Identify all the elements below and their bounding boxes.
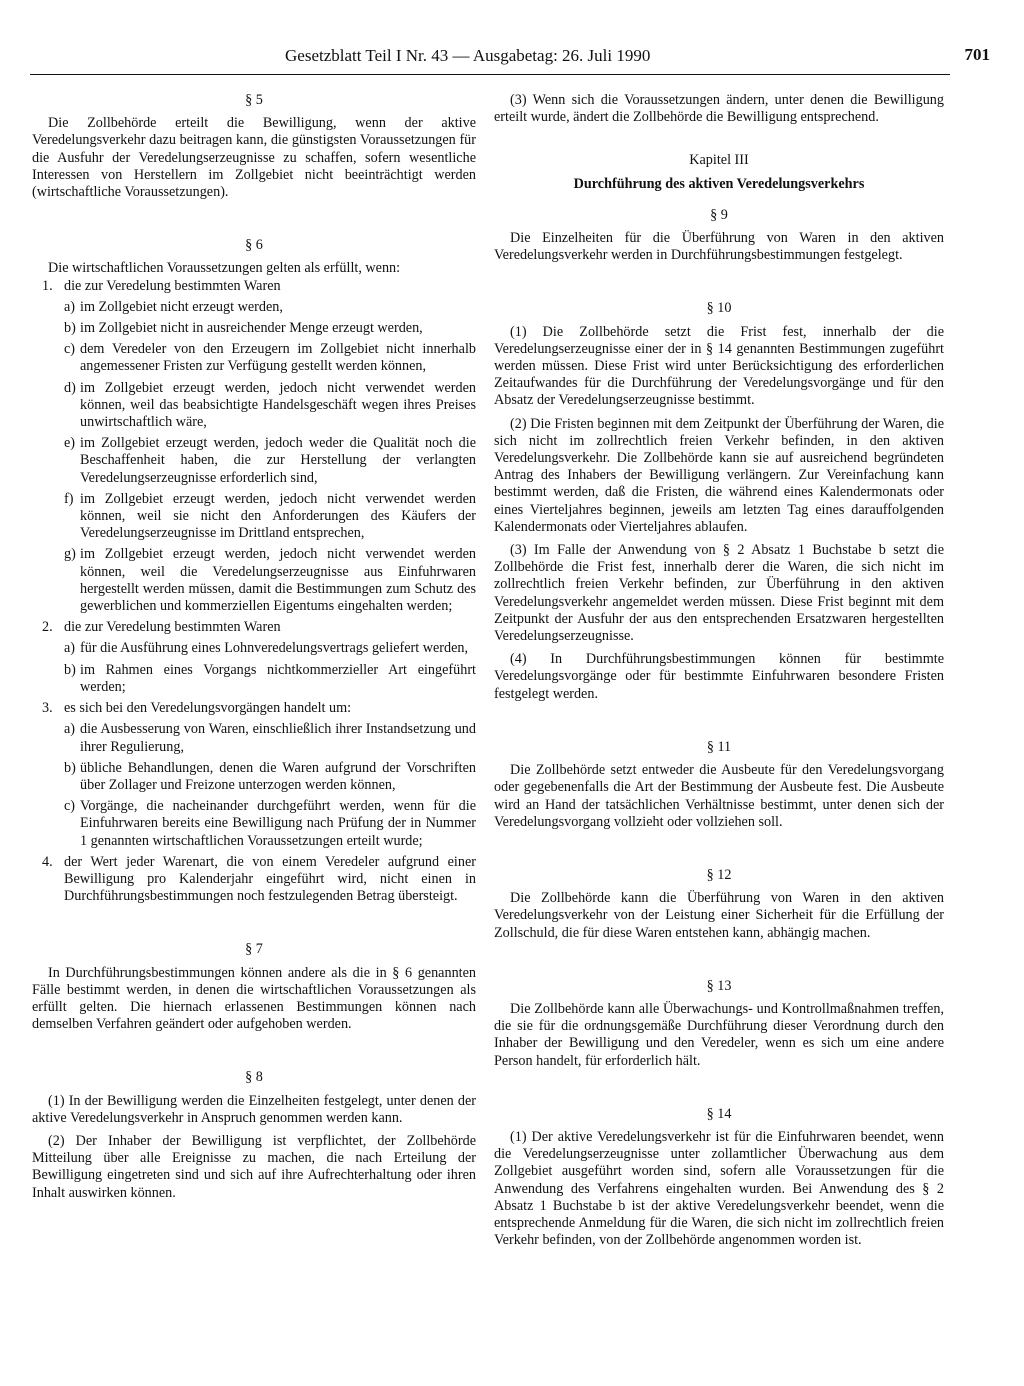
section-8-paragraph-1: (1) In der Bewilligung werden die Einzelheiten festgelegt, unter denen der aktive Veredelungsverkehr in Anspruch genommen werden kann. bbox=[32, 1092, 476, 1126]
sub-item: d) im Zollgebiet erzeugt werden, jedoch nicht verwendet werden können, weil das beabsichtigte Handelsgeschäft wegen ihres Preises unwirtschaftlich wäre, bbox=[64, 379, 476, 431]
section-9-text: Die Einzelheiten für die Überführung von Waren in den aktiven Veredelungsverkehr werden in Durchführungsbestimmungen festgelegt. bbox=[494, 230, 944, 264]
section-10-paragraph-2: (2) Die Fristen beginnen mit dem Zeitpunkt der Überführung der Waren, die sich nicht im zollrechtlich freien Verkehr befinden, in den aktiven Veredelungsverkehr. Die Zollbehörde kann sie auf ausreichend begründeten Antrag des Inhabers der Bewilligung verlängern. Zur Vereinfachung kann bestimmt werden, daß die Fristen, die während eines Kalendermonats oder eines Vierteljahres beginnen, jeweils am letzten Tag eines darauffolgenden Kalendermonats oder Vierteljahres ablaufen. bbox=[494, 415, 944, 535]
left-column bbox=[32, 92, 476, 1202]
section-8-paragraph-3: (3) Wenn sich die Voraussetzungen ändern, unter denen die Bewilligung erteilt wurde, ändert die Zollbehörde die Bewilligung entsprechend. bbox=[494, 92, 944, 126]
page-number: 701 bbox=[964, 45, 990, 64]
section-8-paragraph-2: (2) Der Inhaber der Bewilligung ist verpflichtet, der Zollbehörde Mitteilung über alle Ereignisse zu machen, die nach Erteilung der Bewilligung eingetreten sind und sich auf ihre Aufrechterhaltung oder ihren Inhalt auswirken können. bbox=[32, 1132, 476, 1201]
chapter-label: Kapitel III bbox=[689, 152, 749, 169]
section-heading-8: § 8 bbox=[245, 1069, 263, 1086]
sub-item: e) im Zollgebiet erzeugt werden, jedoch weder die Qualität noch die Beschaffenheit haben, die zur Herstellung der verlangten Veredelungserzeugnisse erforderlich sind, bbox=[64, 435, 476, 486]
section-heading-13: § 13 bbox=[706, 977, 732, 994]
sub-item: a) für die Ausführung eines Lohnveredelungsvertrags geliefert werden, bbox=[64, 640, 469, 657]
list-item: 2. die zur Veredelung bestimmten Waren bbox=[42, 619, 281, 636]
page-header bbox=[30, 42, 990, 70]
section-heading-11: § 11 bbox=[706, 738, 732, 755]
section-5-text: Die Zollbehörde erteilt die Bewilligung, wenn der aktive Veredelungsverkehr dazu beitragen kann, die günstigsten Voraussetzungen für die Ausfuhr der Veredelungserzeugnisse zu schaffen, sofern wesentliche Interessen von Herstellern im Zollgebiet nicht beeinträchtigt werden (wirtschaftliche Voraussetzungen). bbox=[32, 115, 476, 201]
publication-title: Gesetzblatt Teil I Nr. 43 — Ausgabetag: 26. Juli 1990 bbox=[285, 46, 651, 65]
sub-item: b) übliche Behandlungen, denen die Waren aufgrund der Vorschriften über Zollager und Freizone unterzogen werden können, bbox=[64, 759, 476, 793]
section-heading-14: § 14 bbox=[706, 1105, 732, 1122]
sub-item: g) im Zollgebiet erzeugt werden, jedoch nicht verwendet werden können, weil die Veredelungserzeugnisse aus Einfuhrwaren hergestellt werden müssen, damit die Bestimmungen zum Schutz des gewerblichen und kommerziellen Eigentums eingehalten werden; bbox=[64, 546, 476, 615]
chapter-title: Durchführung des aktiven Veredelungsverkehrs bbox=[573, 175, 865, 192]
section-heading-6: § 6 bbox=[245, 237, 263, 254]
right-column bbox=[494, 92, 944, 1249]
section-7-text: In Durchführungsbestimmungen können andere als die in § 6 genannten Fälle bestimmt werden, in denen die wirtschaftlichen Voraussetzungen als erfüllt gelten. Die hiernach erlassenen Bestimmungen können nach demselben Verfahren geändert oder aufgehoben werden. bbox=[32, 964, 476, 1033]
list-item: 1. die zur Veredelung bestimmten Waren bbox=[42, 277, 281, 294]
sub-item: b) im Rahmen eines Vorgangs nichtkommerzieller Art eingeführt werden; bbox=[64, 661, 476, 695]
section-12-text: Die Zollbehörde kann die Überführung von Waren in den aktiven Veredelungsverkehr von der Leistung einer Sicherheit für die Erfüllung der Zollschuld, die für diese Waren entstehen kann, abhängig machen. bbox=[494, 890, 944, 941]
section-heading-9: § 9 bbox=[710, 206, 728, 223]
section-10-paragraph-3: (3) Im Falle der Anwendung von § 2 Absatz 1 Buchstabe b setzt die Zollbehörde die Frist fest, innerhalb derer die Waren, die sich nicht im zollrechtlich freien Verkehr befinden, zur Überführung in den aktiven Veredelungsverkehr angemeldet werden müssen. Diese Frist beginnt mit dem Zeitpunkt der Ausfuhr der aus den entsprechenden Ersatzwaren hergestellten Veredelungserzeugnisse. bbox=[494, 542, 944, 645]
sub-item: a) die Ausbesserung von Waren, einschließlich ihrer Instandsetzung und ihrer Regulierung, bbox=[64, 721, 476, 755]
section-10-paragraph-4: (4) In Durchführungsbestimmungen können für bestimmte Veredelungsvorgänge oder für bestimmte Einfuhrwaren besondere Fristen festgelegt werden. bbox=[494, 651, 944, 702]
sub-item: b) im Zollgebiet nicht in ausreichender Menge erzeugt werden, bbox=[64, 320, 423, 337]
list-item: 4. der Wert jeder Warenart, die von einem Veredeler aufgrund einer Bewilligung pro Kalenderjahr eingeführt wird, nicht einen in Durchführungsbestimmungen noch festzulegenden Betrag übersteigt. bbox=[42, 853, 476, 905]
section-heading-10: § 10 bbox=[706, 300, 732, 317]
sub-item: c) Vorgänge, die nacheinander durchgeführt werden, wenn für die Einfuhrwaren bereits eine Bewilligung nach Prüfung der in Nummer 1 genannten wirtschaftlichen Voraussetzungen erteilt wurde; bbox=[64, 798, 476, 849]
sub-item: c) dem Veredeler von den Erzeugern im Zollgebiet nicht innerhalb angemessener Fristen zur Verfügung gestellt werden können, bbox=[64, 341, 476, 375]
section-13-text: Die Zollbehörde kann alle Überwachungs- und Kontrollmaßnahmen treffen, die sie für die ordnungsgemäße Durchführung dieser Verordnung durch den Inhaber der Bewilligung und den Veredeler, wenn es sich um eine andere Person handelt, für erforderlich hält. bbox=[494, 1000, 944, 1069]
section-11-text: Die Zollbehörde setzt entweder die Ausbeute für den Veredelungsvorgang oder gegebenenfalls die Art der Bestimmung der Ausbeute fest. Die Ausbeute wird an Hand der tatsächlichen Verhältnisse bestimmt, unter denen sich der Veredelungsvorgang vollzieht oder vollziehen soll. bbox=[494, 762, 944, 830]
sub-item: f) im Zollgebiet erzeugt werden, jedoch nicht verwendet werden können, weil sie nicht den Anforderungen des Käufers der Veredelungserzeugnisse im Drittland entsprechen, bbox=[64, 490, 476, 542]
list-item: 3. es sich bei den Veredelungsvorgängen handelt um: bbox=[42, 700, 352, 717]
sub-item: a) im Zollgebiet nicht erzeugt werden, bbox=[64, 298, 283, 315]
section-heading-12: § 12 bbox=[706, 866, 732, 883]
header-rule bbox=[30, 74, 950, 75]
section-6-intro: Die wirtschaftlichen Voraussetzungen gelten als erfüllt, wenn: bbox=[48, 260, 401, 277]
section-10-paragraph-1: (1) Die Zollbehörde setzt die Frist fest, innerhalb der die Veredelungserzeugnisse einer der in § 14 genannten Bestimmungen zugeführt werden müssen. Diese Frist wird unter Berücksichtigung des erforderlichen Zeitaufwandes für die Durchführung der Veredelungsvorgänge und für den Absatz der Veredelungserzeugnisse bestimmt. bbox=[494, 323, 944, 409]
section-heading-5: § 5 bbox=[245, 92, 263, 108]
section-14-paragraph-1: (1) Der aktive Veredelungsverkehr ist für die Einfuhrwaren beendet, wenn die Veredelungserzeugnisse unter zollamtlicher Überwachung aus dem Zollgebiet ausgeführt worden sind, sofern alle Voraussetzungen für die Anwendung des Verfahrens eingehalten wurden. Bei Anwendung des § 2 Absatz 1 Buchstabe b ist der aktive Veredelungsverkehr beendet, wenn die entsprechende Anmeldung für die Waren, die sich nicht im zollrechtlich freien Verkehr befinden, von der Zollbehörde angenommen worden ist. bbox=[494, 1128, 944, 1249]
section-heading-7: § 7 bbox=[245, 941, 263, 958]
